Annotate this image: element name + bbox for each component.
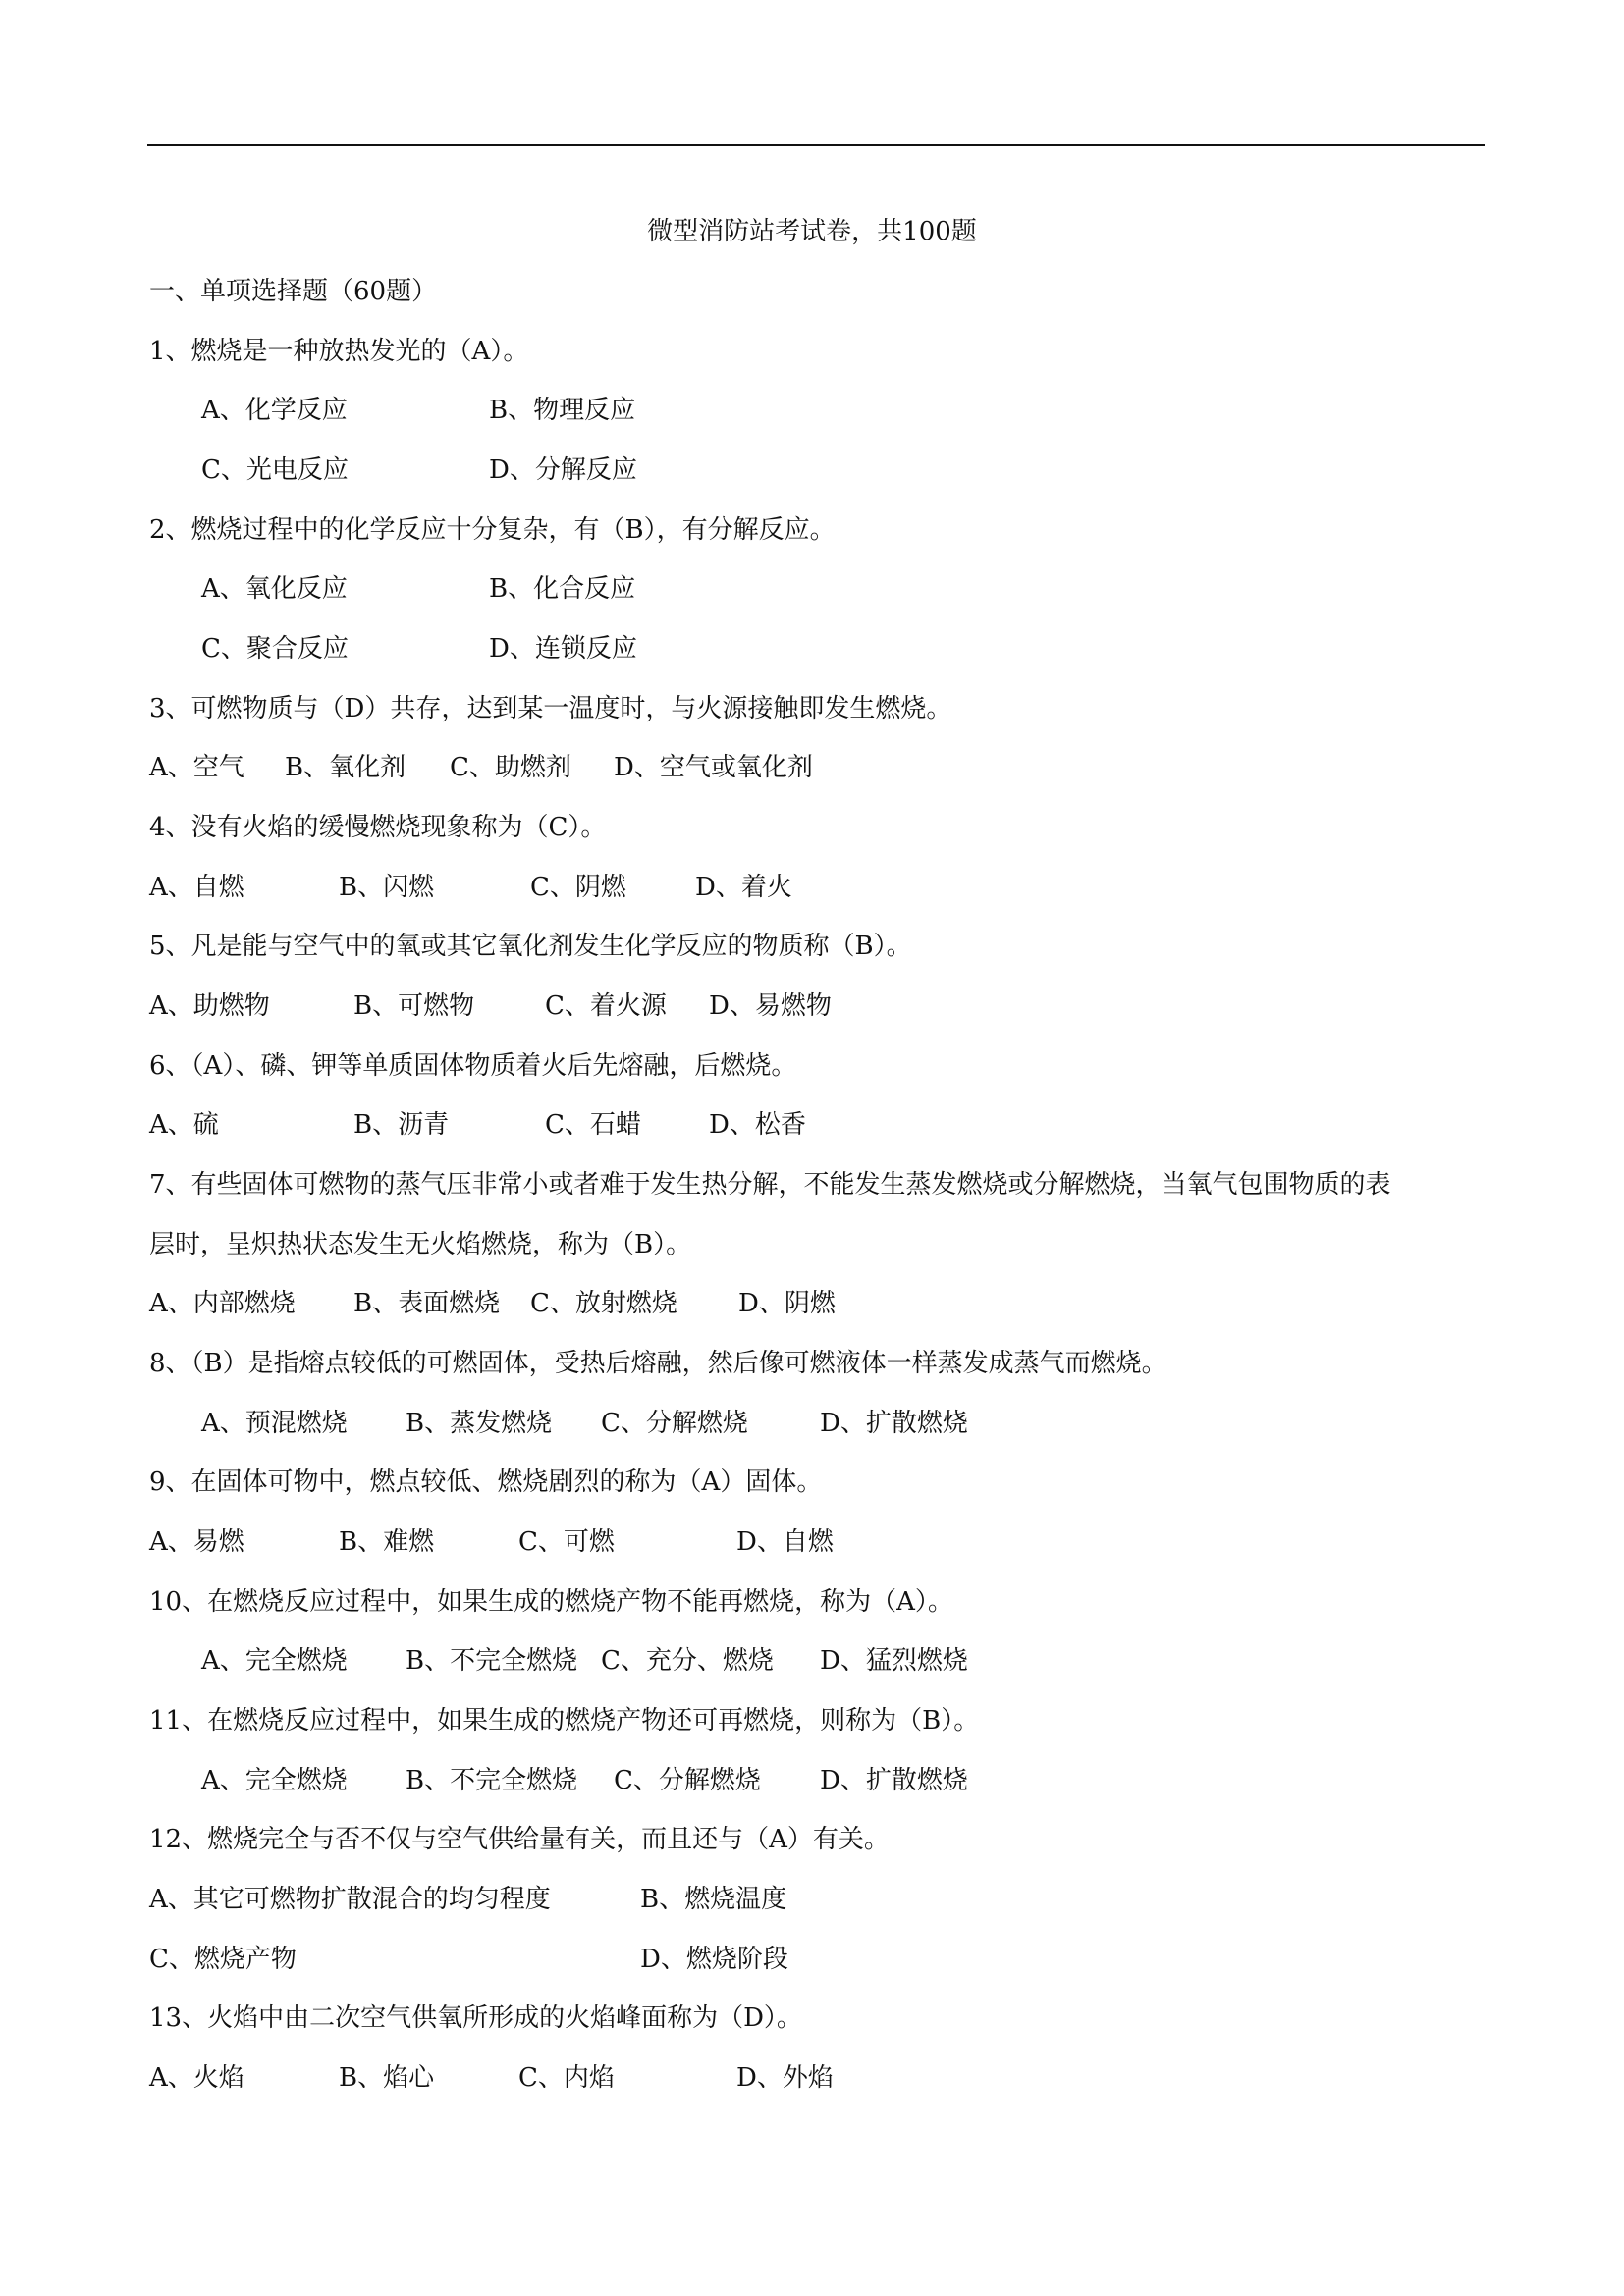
q13-option-a: A、火焰 (149, 2063, 244, 2093)
question-8: 8、（B）是指熔点较低的可燃固体，受热后熔融，然后像可燃液体一样蒸发成蒸气而燃烧。 (149, 1349, 1167, 1378)
q12-option-a: A、其它可燃物扩散混合的均匀程度 (149, 1885, 551, 1914)
q1-option-b: B、物理反应 (489, 396, 636, 425)
q12-option-d: D、燃烧阶段 (640, 1945, 788, 1974)
q7-option-d: D、阴燃 (738, 1289, 836, 1318)
q4-option-c: C、阴燃 (530, 873, 626, 902)
q4-option-d: D、着火 (695, 873, 792, 902)
q3-option-d: D、空气或氧化剂 (614, 753, 813, 782)
question-5: 5、凡是能与空气中的氧或其它氧化剂发生化学反应的物质称（B）。 (149, 932, 912, 961)
q7-option-a: A、内部燃烧 (149, 1289, 296, 1318)
question-7-line-2: 层时，呈炽热状态发生无火焰燃烧，称为（B）。 (149, 1230, 692, 1259)
q5-option-b: B、可燃物 (353, 991, 475, 1021)
q11-option-b: B、不完全燃烧 (406, 1766, 578, 1795)
q10-option-c: C、充分、燃烧 (601, 1646, 774, 1676)
q8-option-b: B、蒸发燃烧 (406, 1409, 553, 1438)
q12-option-c: C、燃烧产物 (149, 1945, 297, 1974)
q5-option-a: A、助燃物 (149, 991, 270, 1021)
q9-option-a: A、易燃 (149, 1527, 244, 1557)
q3-option-c: C、助燃剂 (450, 753, 571, 782)
question-4: 4、没有火焰的缓慢燃烧现象称为（C）。 (149, 813, 607, 842)
question-9: 9、在固体可物中，燃点较低、燃烧剧烈的称为（A）固体。 (149, 1468, 823, 1497)
q8-option-d: D、扩散燃烧 (820, 1409, 968, 1438)
q10-option-a: A、完全燃烧 (201, 1646, 348, 1676)
q1-option-a: A、化学反应 (201, 396, 348, 425)
q5-option-c: C、着火源 (545, 991, 667, 1021)
q11-option-d: D、扩散燃烧 (820, 1766, 968, 1795)
q9-option-d: D、自燃 (736, 1527, 834, 1557)
q1-option-d: D、分解反应 (489, 455, 637, 485)
q5-option-d: D、易燃物 (709, 991, 832, 1021)
question-6: 6、（A）、磷、钾等单质固体物质着火后先熔融，后燃烧。 (149, 1051, 797, 1081)
q10-option-b: B、不完全燃烧 (406, 1646, 578, 1676)
question-13: 13、火焰中由二次空气供氧所形成的火焰峰面称为（D）。 (149, 2003, 802, 2033)
q3-option-a: A、空气 (149, 753, 244, 782)
question-12: 12、燃烧完全与否不仅与空气供给量有关，而且还与（A）有关。 (149, 1825, 890, 1854)
q7-option-b: B、表面燃烧 (353, 1289, 501, 1318)
q1-option-c: C、光电反应 (201, 455, 349, 485)
q2-option-c: C、聚合反应 (201, 634, 349, 664)
section-heading: 一、单项选择题（60题） (149, 277, 438, 306)
question-2: 2、燃烧过程中的化学反应十分复杂，有（B），有分解反应。 (149, 515, 836, 545)
q13-option-c: C、内焰 (518, 2063, 615, 2093)
q10-option-d: D、猛烈燃烧 (820, 1646, 968, 1676)
page-title: 微型消防站考试卷，共100题 (647, 217, 977, 246)
question-11: 11、在燃烧反应过程中，如果生成的燃烧产物还可再燃烧，则称为（B）。 (149, 1706, 980, 1735)
q2-option-b: B、化合反应 (489, 574, 636, 604)
q9-option-c: C、可燃 (518, 1527, 615, 1557)
q2-option-d: D、连锁反应 (489, 634, 637, 664)
question-1: 1、燃烧是一种放热发光的（A）。 (149, 337, 529, 366)
question-3: 3、可燃物质与（D）共存，达到某一温度时，与火源接触即发生燃烧。 (149, 694, 952, 723)
q11-option-c: C、分解燃烧 (614, 1766, 761, 1795)
q6-option-a: A、硫 (149, 1110, 219, 1140)
question-7-line-1: 7、有些固体可燃物的蒸气压非常小或者难于发生热分解，不能发生蒸发燃烧或分解燃烧，当氧气包围物质的表 (149, 1170, 1391, 1200)
q4-option-b: B、闪燃 (339, 873, 435, 902)
q6-option-c: C、石蜡 (545, 1110, 641, 1140)
q12-option-b: B、燃烧温度 (640, 1885, 787, 1914)
q6-option-d: D、松香 (709, 1110, 806, 1140)
q3-option-b: B、氧化剂 (285, 753, 406, 782)
q11-option-a: A、完全燃烧 (201, 1766, 348, 1795)
q2-option-a: A、氧化反应 (201, 574, 348, 604)
q8-option-a: A、预混燃烧 (201, 1409, 348, 1438)
q4-option-a: A、自燃 (149, 873, 244, 902)
q8-option-c: C、分解燃烧 (601, 1409, 748, 1438)
q9-option-b: B、难燃 (339, 1527, 435, 1557)
header-rule (147, 144, 1485, 146)
q13-option-b: B、焰心 (339, 2063, 435, 2093)
q6-option-b: B、沥青 (353, 1110, 450, 1140)
q13-option-d: D、外焰 (736, 2063, 834, 2093)
question-10: 10、在燃烧反应过程中，如果生成的燃烧产物不能再燃烧，称为（A）。 (149, 1587, 953, 1617)
q7-option-c: C、放射燃烧 (530, 1289, 677, 1318)
